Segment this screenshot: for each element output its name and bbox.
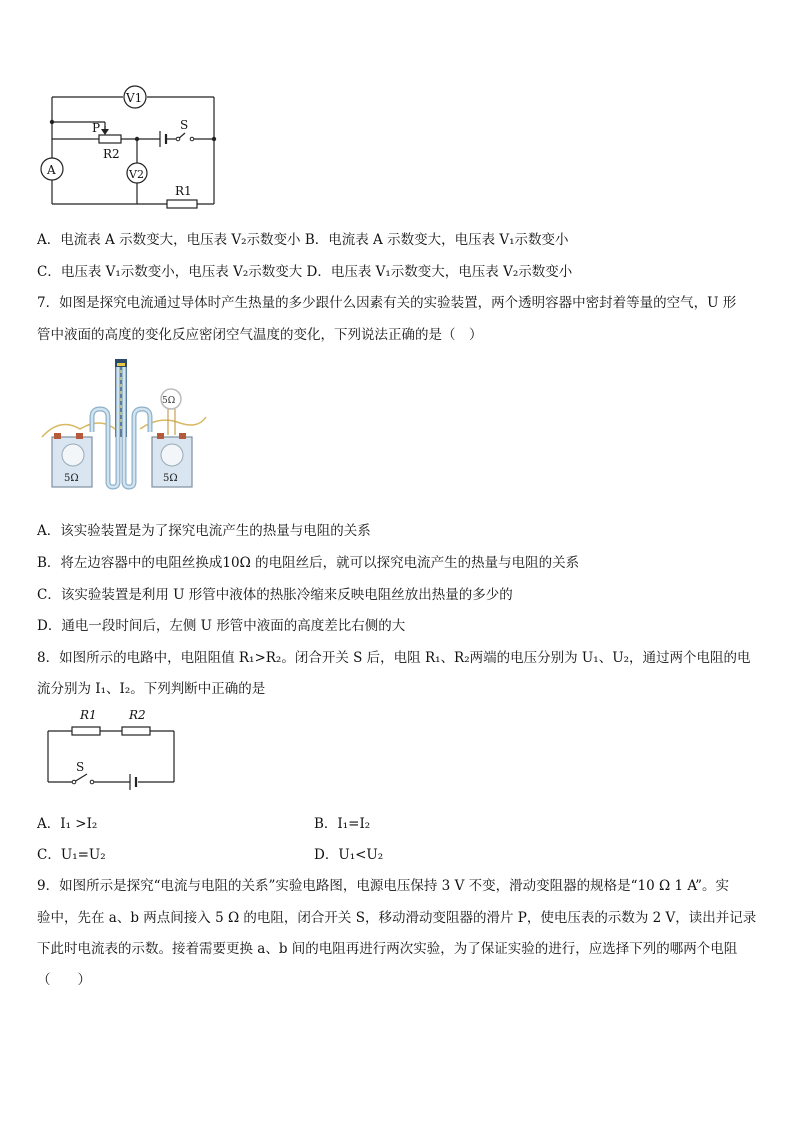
- q8-option-c: C．U₁=U₂: [37, 847, 106, 863]
- q7-option-d: D．通电一段时间后，左侧 U 形管中液面的高度差比右侧的大: [37, 618, 406, 634]
- q6-circuit-diagram: [30, 80, 230, 210]
- left-resistor-label: 5Ω: [64, 473, 79, 484]
- q8-stem-line2: 流分别为 I₁、I₂。下列判断中正确的是: [37, 681, 266, 697]
- top-resistor-label: 5Ω: [162, 396, 176, 406]
- s-label: S: [180, 118, 189, 132]
- q6-options-ab: A．电流表 A 示数变大，电压表 V₂示数变小 B．电流表 A 示数变大，电压表 V₁示数变小: [37, 232, 569, 248]
- q6-options-cd: C．电压表 V₁示数变小，电压表 V₂示数变大 D．电压表 V₁示数变大，电压表 V₂示数变小: [37, 264, 573, 280]
- q9-stem-line3: 下此时电流表的示数。接着需要更换 a、b 间的电阻再进行两次实验，为了保证实验的进行，应选择下列的哪两个电阻: [37, 941, 738, 957]
- r2-label: R2: [103, 147, 120, 161]
- q8-s-label: S: [76, 760, 85, 774]
- q8-option-a: A．I₁ >I₂: [37, 816, 98, 832]
- r1-label: R1: [175, 184, 192, 198]
- q7-option-a: A．该实验装置是为了探究电流产生的热量与电阻的关系: [37, 523, 371, 539]
- q8-r2-label: R2: [129, 708, 146, 722]
- q8-r1-label: R1: [80, 708, 97, 722]
- q7-u-tube-apparatus: [40, 357, 210, 491]
- q7-stem-line2: 管中液面的高度的变化反应密闭空气温度的变化，下列说法正确的是（ ）: [37, 327, 483, 343]
- q9-stem-line1: 9．如图所示是探究“电流与电阻的关系”实验电路图，电源电压保持 3 V 不变，滑动变阻器的规格是“10 Ω 1 A”。实: [37, 878, 730, 894]
- p-label: P: [92, 121, 101, 135]
- right-resistor-label: 5Ω: [163, 473, 178, 484]
- q9-stem-line2: 验中，先在 a、b 两点间接入 5 Ω 的电阻，闭合开关 S，移动滑动变阻器的滑片 P，使电压表的示数为 2 V，读出并记录: [37, 910, 757, 926]
- q8-stem-line1: 8．如图所示的电路中，电阻阻值 R₁>R₂。闭合开关 S 后，电阻 R₁、R₂两端的电压分别为 U₁、U₂，通过两个电阻的电: [37, 650, 751, 666]
- q7-stem-line1: 7．如图是探究电流通过导体时产生热量的多少跟什么因素有关的实验装置，两个透明容器中密封着等量的空气，U 形: [37, 295, 737, 311]
- q7-option-c: C．该实验装置是利用 U 形管中液体的热胀冷缩来反映电阻丝放出热量的多少的: [37, 587, 513, 603]
- q8-option-d: D．U₁<U₂: [314, 847, 384, 863]
- v1-label: V1: [126, 91, 143, 105]
- q8-series-circuit: [40, 704, 185, 790]
- a-label: A: [47, 163, 56, 177]
- v2-label: V2: [129, 168, 144, 181]
- q8-option-b: B．I₁=I₂: [314, 816, 371, 832]
- q7-option-b: B．将左边容器中的电阻丝换成10Ω 的电阻丝后，就可以探究电流产生的热量与电阻的关系: [37, 555, 580, 571]
- r2-rheostat: [99, 135, 121, 143]
- q9-stem-line4: （ ）: [37, 972, 91, 988]
- r1-resistor: [167, 200, 197, 208]
